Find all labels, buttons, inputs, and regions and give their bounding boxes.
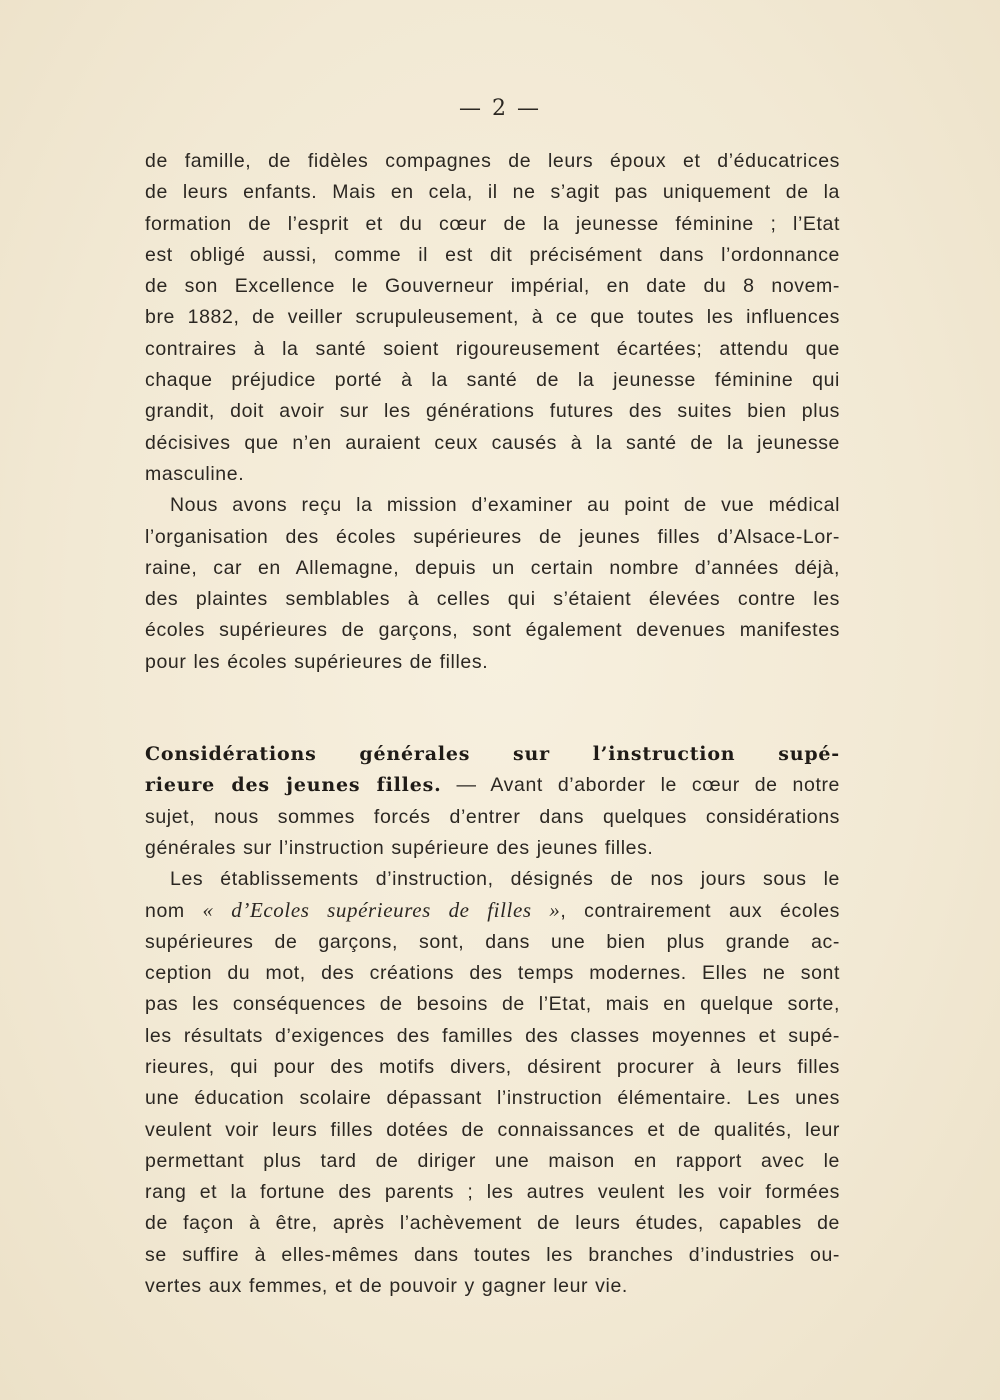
text-line: de façon à être, après l’achèvement de leurs études, capables de — [145, 1212, 840, 1235]
paragraph — [145, 864, 840, 1302]
section-heading: rieure des jeunes filles. — [145, 774, 442, 797]
text-span: nom — [145, 900, 203, 923]
text-line: de leurs enfants. Mais en cela, il ne s’agit pas uniquement de la — [145, 181, 840, 204]
text-line: rang et la fortune des parents ; les autres veulent les voir formées — [145, 1181, 840, 1204]
text-line: contraires à la santé soient rigoureusement écartées; attendu que — [145, 337, 840, 360]
text-line: une éducation scolaire dépassant l’instruction élémentaire. Les unes — [145, 1087, 840, 1110]
text-line: bre 1882, de veiller scrupuleusement, à ce que toutes les influences — [145, 306, 840, 329]
text-span: — Avant d’aborder le cœur de notre — [441, 774, 841, 797]
page-number: — 2 — — [459, 96, 541, 121]
text-line: veulent voir leurs filles dotées de connaissances et de qualités, leur — [145, 1118, 840, 1141]
text-line: rieures, qui pour des motifs divers, désirent procurer à leurs filles — [145, 1055, 840, 1078]
paragraph — [145, 146, 840, 490]
text-line: de son Excellence le Gouverneur impérial, en date du 8 novem- — [145, 275, 840, 298]
text-line: permettant plus tard de diriger une maison en rapport avec le — [145, 1149, 840, 1172]
text-line: est obligé aussi, comme il est dit précisément dans l’ordonnance — [145, 243, 840, 266]
paragraph — [145, 490, 840, 678]
text-line: chaque préjudice porté à la santé de la jeunesse féminine qui — [145, 369, 840, 392]
text-line: de famille, de fidèles compagnes de leurs époux et d’éducatrices — [145, 150, 840, 172]
text-line: ception du mot, des créations des temps modernes. Elles ne sont — [145, 962, 840, 985]
text-span: , contrairement aux écoles — [560, 900, 840, 923]
italic-title: « d’Ecoles supérieures de filles » — [202, 898, 561, 923]
text-line: formation de l’esprit et du cœur de la jeunesse féminine ; l’Etat — [145, 212, 840, 235]
text-line: des plaintes semblables à celles qui s’étaient élevées contre les — [145, 588, 840, 611]
text-line: vertes aux femmes, et de pouvoir y gagner leur vie. — [145, 1275, 628, 1298]
text-line: les résultats d’exigences des familles des classes moyennes et supé- — [145, 1024, 840, 1047]
text-line: grandit, doit avoir sur les générations futures des suites bien plus — [145, 400, 840, 423]
text-line: se suffire à elles-mêmes dans toutes les branches d’industries ou- — [145, 1243, 840, 1266]
section-heading: Considérations générales sur l’instruction supé- — [145, 743, 840, 765]
text-block-section — [145, 739, 840, 1302]
text-line: sujet, nous sommes forcés d’entrer dans quelques considérations — [145, 805, 840, 828]
text-line — [145, 895, 840, 926]
text-line: Les établissements d’instruction, désignés de nos jours sous le — [170, 868, 840, 891]
text-line: raine, car en Allemagne, depuis un certain nombre d’années déjà, — [145, 556, 840, 579]
text-line: supérieures de garçons, sont, dans une bien plus grande ac- — [145, 930, 840, 953]
text-line: pas les conséquences de besoins de l’Etat, mais en quelque sorte, — [145, 993, 840, 1016]
text-line: générales sur l’instruction supérieure des jeunes filles. — [145, 836, 654, 859]
text-line: masculine. — [145, 462, 245, 485]
text-line — [145, 770, 840, 801]
text-line: pour les écoles supérieures de filles. — [145, 650, 489, 673]
text-line: Nous avons reçu la mission d’examiner au point de vue médical — [170, 494, 840, 517]
text-line: écoles supérieures de garçons, sont également devenues manifestes — [145, 619, 840, 642]
text-block-top — [145, 146, 840, 678]
section — [145, 739, 840, 864]
text-line: décisives que n’en auraient ceux causés à la santé de la jeunesse — [145, 431, 840, 454]
text-line: l’organisation des écoles supérieures de jeunes filles d’Alsace-Lor- — [145, 525, 840, 548]
